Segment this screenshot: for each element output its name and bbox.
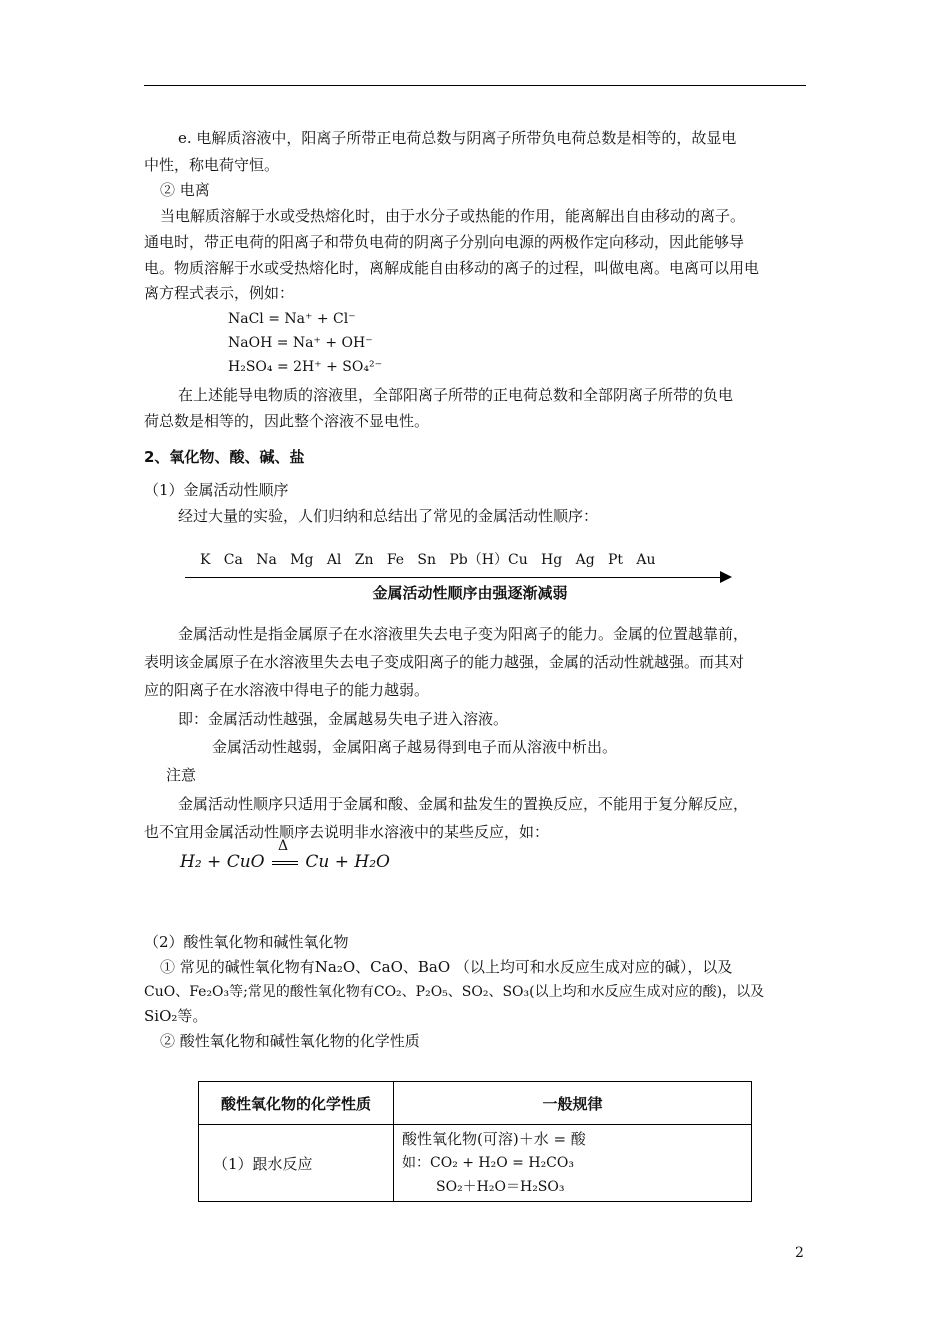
para-line: 电。物质溶解于水或受热熔化时，离解成能自由移动的离子的过程，叫做电离。电离可以用电 — [144, 259, 760, 277]
equation: NaOH = Na⁺ + OH⁻ — [228, 335, 373, 351]
table-header: 酸性氧化物的化学性质 — [199, 1082, 394, 1125]
para-line: 中性，称电荷守恒。 — [144, 156, 280, 174]
para-line: 荷总数是相等的，因此整个溶液不显电性。 — [144, 412, 430, 430]
para-line: 也不宜用金属活动性顺序去说明非水溶液中的某些反应，如： — [144, 823, 550, 841]
para-line: CuO、Fe₂O₃等;常见的酸性氧化物有CO₂、P₂O₅、SO₂、SO₃(以上均和水反应生成对应的酸)，以及 — [144, 984, 765, 1000]
para-line: ② 酸性氧化物和碱性氧化物的化学性质 — [160, 1032, 420, 1050]
rule-line: 酸性氧化物(可溶)＋水 = 酸 — [402, 1130, 586, 1148]
table-header-row — [199, 1082, 752, 1125]
rule-line: SO₂＋H₂O＝H₂SO₃ — [436, 1179, 565, 1195]
para-line: 表明该金属原子在水溶液里失去电子变成阳离子的能力越强，金属的活动性就越强。而其对 — [144, 653, 745, 671]
table-row — [199, 1125, 752, 1202]
formula-left: H₂ + CuO — [180, 852, 265, 872]
formula-right: Cu + H₂O — [305, 852, 390, 872]
series-caption: 金属活动性顺序由强逐渐减弱 — [372, 584, 568, 602]
para-line: e. 电解质溶液中，阳离子所带正电荷总数与阴离子所带负电荷总数是相等的，故显电 — [178, 129, 737, 147]
para-line: 应的阳离子在水溶液中得电子的能力越弱。 — [144, 681, 430, 699]
para-line: 金属活动性越弱，金属阳离子越易得到电子而从溶液中析出。 — [212, 738, 618, 756]
para-line: 离方程式表示，例如： — [144, 284, 295, 302]
para-line: 金属活动性顺序只适用于金属和酸、金属和盐发生的置换反应，不能用于复分解反应， — [178, 795, 749, 813]
para-line: ① 常见的碱性氧化物有Na₂O、CaO、BaO （以上均可和水反应生成对应的碱），以及 — [160, 958, 733, 976]
subheading: （2）酸性氧化物和碱性氧化物 — [144, 933, 349, 951]
arrow-line — [185, 577, 721, 578]
table-cell: （1）跟水反应 — [199, 1125, 394, 1202]
equation: NaCl = Na⁺ + Cl⁻ — [228, 311, 356, 327]
para-line: 通电时，带正电荷的阳离子和带负电荷的阴离子分别向电源的两极作定向移动，因此能够导 — [144, 233, 745, 251]
reaction-formula — [180, 838, 390, 872]
para-line: 当电解质溶解于水或受热熔化时，由于水分子或热能的作用，能离解出自由移动的离子。 — [160, 207, 746, 225]
note-label: 注意 — [166, 766, 197, 784]
equation: H₂SO₄ = 2H⁺ + SO₄²⁻ — [228, 359, 382, 375]
page-number: 2 — [795, 1245, 804, 1261]
header-rule — [144, 85, 806, 86]
para-line: SiO₂等。 — [144, 1007, 208, 1025]
table-cell — [394, 1125, 752, 1202]
table-header: 一般规律 — [394, 1082, 752, 1125]
subheading: （1）金属活动性顺序 — [144, 481, 289, 499]
metal-series: K Ca Na Mg Al Zn Fe Sn Pb（H）Cu Hg Ag Pt Au — [200, 552, 656, 568]
section-label: ② 电离 — [160, 181, 210, 199]
para-line: 在上述能导电物质的溶液里，全部阳离子所带的正电荷总数和全部阴离子所带的负电 — [178, 386, 734, 404]
formula-arrow — [270, 838, 300, 872]
rule-line: 如：CO₂ + H₂O = H₂CO₃ — [402, 1155, 574, 1171]
para-line: 经过大量的实验，人们归纳和总结出了常见的金属活动性顺序： — [178, 507, 599, 525]
heading: 2、氧化物、酸、碱、盐 — [144, 448, 305, 466]
delta-icon: Δ — [278, 838, 289, 854]
properties-table — [198, 1081, 752, 1202]
para-line: 金属活动性是指金属原子在水溶液里失去电子变为阳离子的能力。金属的位置越靠前， — [178, 625, 749, 643]
para-line: 即：金属活动性越强，金属越易失电子进入溶液。 — [178, 710, 509, 728]
